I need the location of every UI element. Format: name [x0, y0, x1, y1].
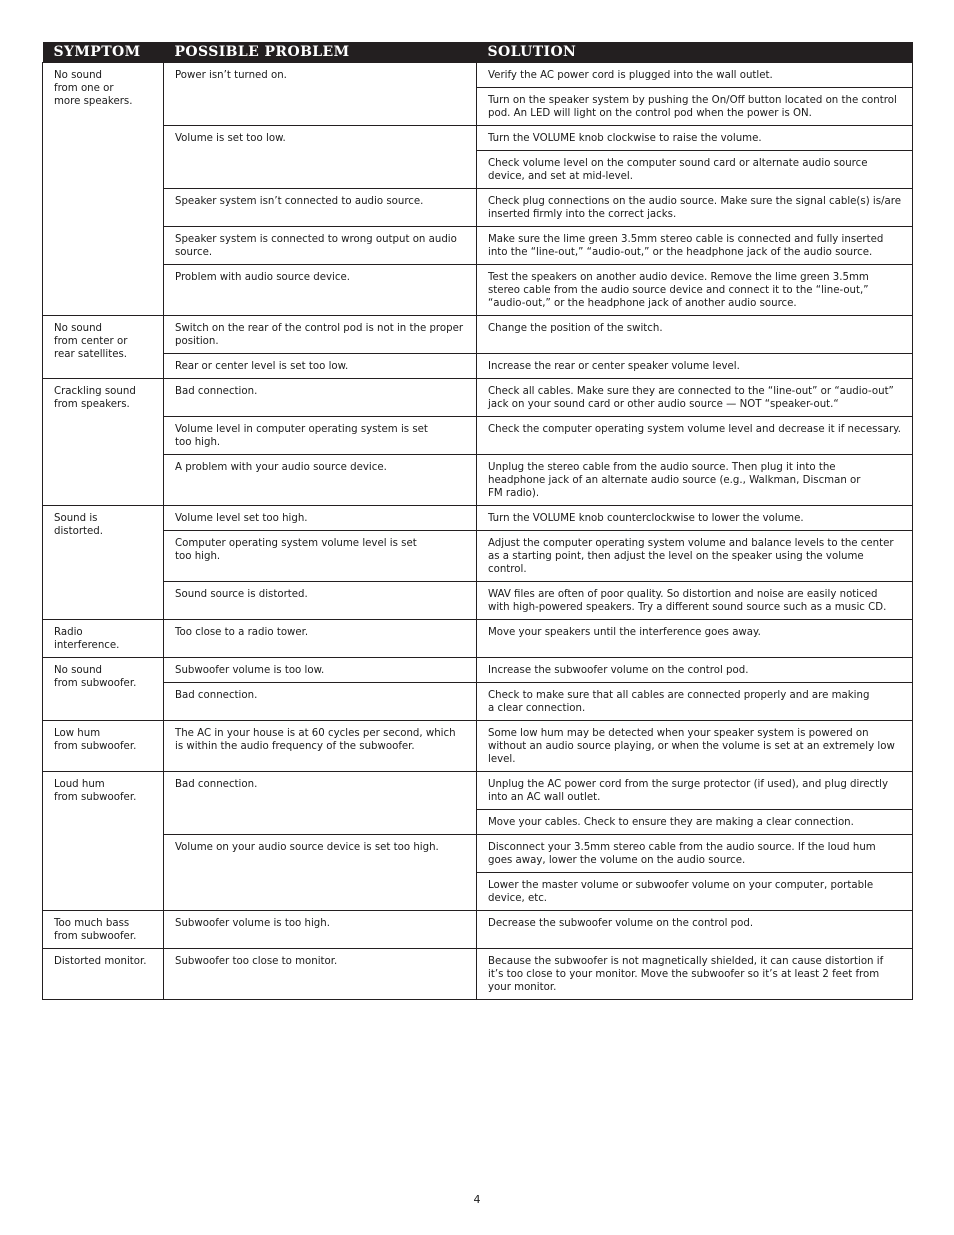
solution-cell: Increase the rear or center speaker volume level.	[477, 354, 913, 379]
symptom-group	[43, 316, 913, 379]
solution-cell: Turn the VOLUME knob counterclockwise to lower the volume.	[477, 506, 913, 531]
problem-cell: Switch on the rear of the control pod is not in the proper position.	[164, 316, 477, 354]
problem-cell: Computer operating system volume level is set too high.	[164, 531, 477, 582]
solution-cell: Unplug the AC power cord from the surge protector (if used), and plug directly into an AC wall outlet.	[477, 772, 913, 810]
problem-cell: Subwoofer volume is too low.	[164, 658, 477, 683]
table-row	[43, 506, 913, 531]
table-row	[43, 126, 913, 151]
problem-cell: A problem with your audio source device.	[164, 455, 477, 506]
table-row	[43, 911, 913, 949]
symptom-cell: Too much bass from subwoofer.	[43, 911, 164, 949]
problem-cell: Problem with audio source device.	[164, 265, 477, 316]
troubleshooting-page	[42, 42, 912, 1000]
table-row	[43, 379, 913, 417]
solution-cell: Decrease the subwoofer volume on the control pod.	[477, 911, 913, 949]
symptom-cell: Distorted monitor.	[43, 949, 164, 1000]
solution-cell: Turn on the speaker system by pushing the On/Off button located on the control pod. An LED will light on the control pod when the power is ON.	[477, 88, 913, 126]
problem-cell: Speaker system isn’t connected to audio source.	[164, 189, 477, 227]
symptom-group	[43, 379, 913, 506]
table-row	[43, 531, 913, 582]
table-row	[43, 835, 913, 873]
solution-cell: Move your cables. Check to ensure they are making a clear connection.	[477, 810, 913, 835]
possible-problem-column-header: POSSIBLE PROBLEM	[164, 42, 477, 63]
solution-cell: WAV files are often of poor quality. So distortion and noise are easily noticed with high-powered speakers. Try a different sound source such as a music CD.	[477, 582, 913, 620]
problem-cell: Volume on your audio source device is set too high.	[164, 835, 477, 911]
symptom-group	[43, 63, 913, 316]
problem-cell: Volume level set too high.	[164, 506, 477, 531]
table-row	[43, 63, 913, 88]
symptom-cell: Crackling sound from speakers.	[43, 379, 164, 506]
problem-cell: Too close to a radio tower.	[164, 620, 477, 658]
symptom-column-header: SYMPTOM	[43, 42, 164, 63]
symptom-group	[43, 506, 913, 620]
symptom-cell: Sound is distorted.	[43, 506, 164, 620]
solution-cell: Change the position of the switch.	[477, 316, 913, 354]
symptom-group	[43, 721, 913, 772]
table-row	[43, 189, 913, 227]
solution-cell: Because the subwoofer is not magnetically shielded, it can cause distortion if it’s too close to your monitor. Move the subwoofer so it’s at least 2 feet from your monitor.	[477, 949, 913, 1000]
symptom-group	[43, 620, 913, 658]
symptom-group	[43, 911, 913, 949]
problem-cell: The AC in your house is at 60 cycles per second, which is within the audio frequency of the subwoofer.	[164, 721, 477, 772]
solution-cell: Turn the VOLUME knob clockwise to raise the volume.	[477, 126, 913, 151]
page-number: 4	[473, 1193, 481, 1206]
table-row	[43, 354, 913, 379]
solution-cell: Check volume level on the computer sound card or alternate audio source device, and set at mid-level.	[477, 151, 913, 189]
table-row	[43, 582, 913, 620]
solution-cell: Test the speakers on another audio device. Remove the lime green 3.5mm stereo cable from the audio source device and connect it to the “line-out,” “audio-out,” or the headphone jack of another audio source.	[477, 265, 913, 316]
symptom-cell: Loud hum from subwoofer.	[43, 772, 164, 911]
solution-cell: Make sure the lime green 3.5mm stereo cable is connected and fully inserted into the “line-out,” “audio-out,” or the headphone jack of the audio source.	[477, 227, 913, 265]
solution-cell: Verify the AC power cord is plugged into the wall outlet.	[477, 63, 913, 88]
table-row	[43, 417, 913, 455]
symptom-group	[43, 772, 913, 911]
solution-cell: Increase the subwoofer volume on the control pod.	[477, 658, 913, 683]
problem-cell: Bad connection.	[164, 683, 477, 721]
solution-cell: Check plug connections on the audio source. Make sure the signal cable(s) is/are inserted firmly into the correct jacks.	[477, 189, 913, 227]
solution-cell: Move your speakers until the interference goes away.	[477, 620, 913, 658]
problem-cell: Sound source is distorted.	[164, 582, 477, 620]
solution-cell: Disconnect your 3.5mm stereo cable from the audio source. If the loud hum goes away, lower the volume on the audio source.	[477, 835, 913, 873]
table-row	[43, 772, 913, 810]
solution-cell: Check to make sure that all cables are connected properly and are making a clear connection.	[477, 683, 913, 721]
table-row	[43, 455, 913, 506]
symptom-cell: Low hum from subwoofer.	[43, 721, 164, 772]
problem-cell: Power isn’t turned on.	[164, 63, 477, 126]
table-row	[43, 316, 913, 354]
solution-cell: Check all cables. Make sure they are connected to the “line-out” or “audio-out” jack on your sound card or other audio source — NOT “speaker-out.“	[477, 379, 913, 417]
symptom-group	[43, 658, 913, 721]
symptom-cell: No sound from subwoofer.	[43, 658, 164, 721]
solution-column-header: SOLUTION	[477, 42, 913, 63]
symptom-cell: No sound from one or more speakers.	[43, 63, 164, 316]
table-row	[43, 949, 913, 1000]
table-header	[43, 42, 913, 63]
problem-cell: Speaker system is connected to wrong output on audio source.	[164, 227, 477, 265]
table-row	[43, 265, 913, 316]
solution-cell: Unplug the stereo cable from the audio source. Then plug it into the headphone jack of an alternate audio source (e.g., Walkman, Discman or FM radio).	[477, 455, 913, 506]
symptom-cell: Radio interference.	[43, 620, 164, 658]
problem-cell: Subwoofer volume is too high.	[164, 911, 477, 949]
problem-cell: Volume level in computer operating system is set too high.	[164, 417, 477, 455]
solution-cell: Check the computer operating system volume level and decrease it if necessary.	[477, 417, 913, 455]
problem-cell: Bad connection.	[164, 772, 477, 835]
table-row	[43, 658, 913, 683]
header-row	[43, 42, 913, 63]
problem-cell: Rear or center level is set too low.	[164, 354, 477, 379]
symptom-cell: No sound from center or rear satellites.	[43, 316, 164, 379]
solution-cell: Lower the master volume or subwoofer volume on your computer, portable device, etc.	[477, 873, 913, 911]
troubleshooting-table	[42, 42, 913, 1000]
table-row	[43, 721, 913, 772]
solution-cell: Some low hum may be detected when your speaker system is powered on without an audio source playing, or when the volume is set at an extremely low level.	[477, 721, 913, 772]
table-row	[43, 683, 913, 721]
table-row	[43, 227, 913, 265]
solution-cell: Adjust the computer operating system volume and balance levels to the center as a starting point, then adjust the level on the speaker using the volume control.	[477, 531, 913, 582]
symptom-group	[43, 949, 913, 1000]
problem-cell: Bad connection.	[164, 379, 477, 417]
table-row	[43, 620, 913, 658]
problem-cell: Volume is set too low.	[164, 126, 477, 189]
problem-cell: Subwoofer too close to monitor.	[164, 949, 477, 1000]
